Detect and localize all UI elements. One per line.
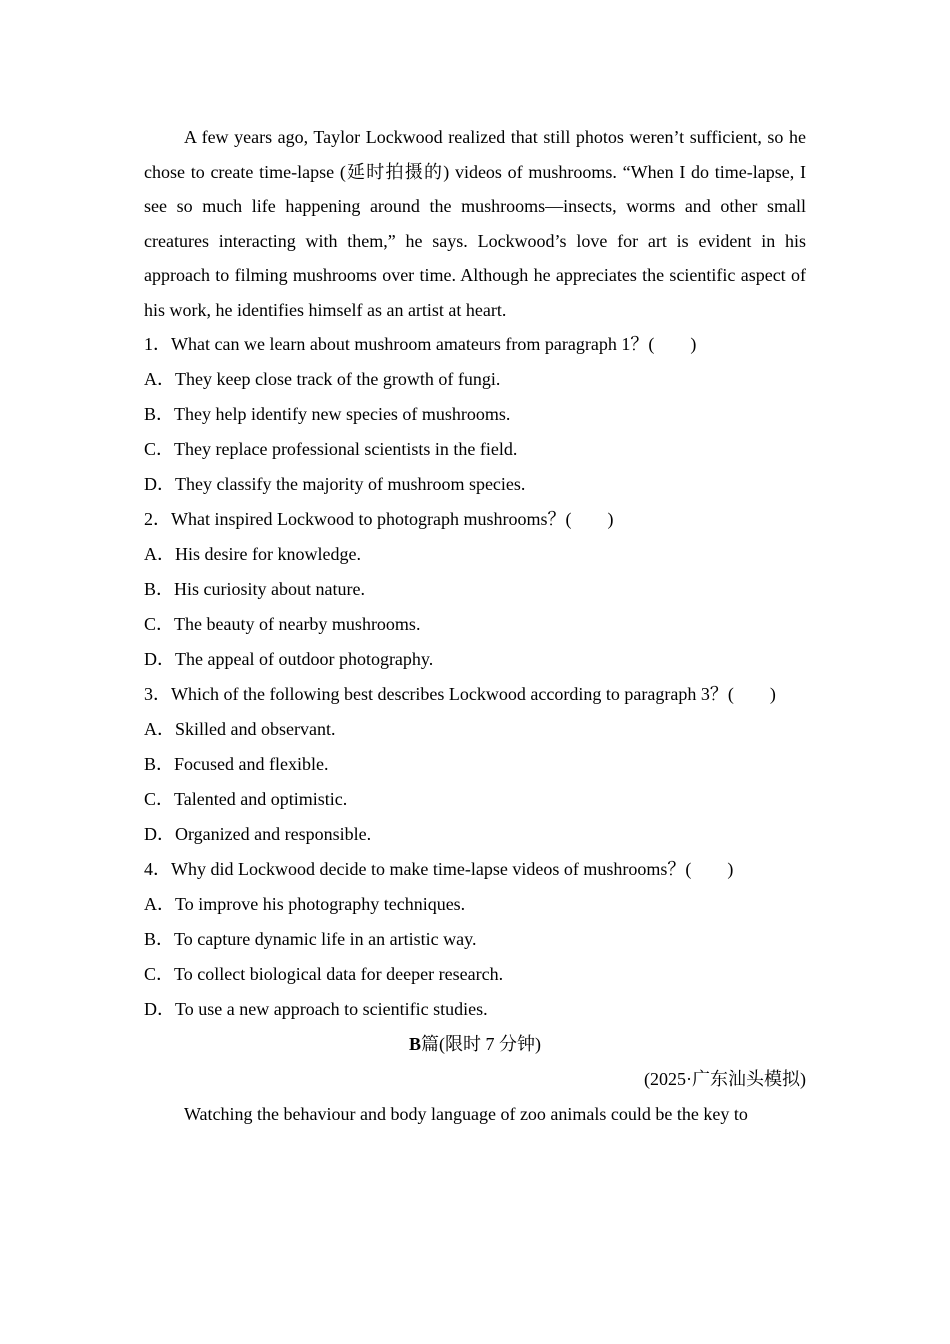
section-b-title-text: 篇(限时 7 分钟)	[421, 1034, 541, 1054]
content-column	[144, 120, 806, 1132]
section-b-title	[144, 1027, 806, 1062]
question-2	[144, 502, 806, 677]
option-a: A．They keep close track of the growth of fungi.	[144, 369, 501, 389]
option-c: C．They replace professional scientists in the field.	[144, 439, 518, 459]
option-b: B．Focused and flexible.	[144, 754, 329, 774]
option-d: D．The appeal of outdoor photography.	[144, 649, 434, 669]
option-d: D．To use a new approach to scientific studies.	[144, 999, 488, 1019]
passage-a-paragraph: A few years ago, Taylor Lockwood realized that still photos weren’t sufficient, so he chose to create time-lapse (延时拍摄的) videos of mushrooms. “When I do time-lapse, I see so much life happening around the mushrooms—insects, worms and other small creatures interacting with them,” he says. Lockwood’s love for art is evident in his approach to filming mushrooms over time. Although he appreciates the scientific aspect of his work, he identifies himself as an artist at heart.	[144, 127, 806, 320]
option-d: D．Organized and responsible.	[144, 824, 372, 844]
option-b: B．To capture dynamic life in an artistic way.	[144, 929, 477, 949]
option-d: D．They classify the majority of mushroom species.	[144, 474, 526, 494]
section-b-label: B	[408, 1034, 421, 1054]
question-stem: 2．What inspired Lockwood to photograph mushrooms？( )	[144, 509, 614, 529]
passage-b-first-line: Watching the behaviour and body language of zoo animals could be the key to	[184, 1104, 748, 1124]
option-c: C．Talented and optimistic.	[144, 789, 348, 809]
option-a: A．Skilled and observant.	[144, 719, 336, 739]
option-c: C．To collect biological data for deeper research.	[144, 964, 504, 984]
option-a: A．His desire for knowledge.	[144, 544, 361, 564]
question-3	[144, 677, 806, 852]
option-a: A．To improve his photography techniques.	[144, 894, 466, 914]
option-b: B．They help identify new species of mushrooms.	[144, 404, 511, 424]
question-4	[144, 852, 806, 1027]
question-stem: 4．Why did Lockwood decide to make time-lapse videos of mushrooms？( )	[144, 859, 734, 879]
option-b: B．His curiosity about nature.	[144, 579, 365, 599]
question-stem: 3．Which of the following best describes Lockwood according to paragraph 3？( )	[144, 684, 776, 704]
section-b-source: (2025·广东汕头模拟)	[644, 1069, 806, 1089]
question-stem: 1．What can we learn about mushroom amateurs from paragraph 1？( )	[144, 334, 697, 354]
option-c: C．The beauty of nearby mushrooms.	[144, 614, 421, 634]
question-1	[144, 327, 806, 502]
